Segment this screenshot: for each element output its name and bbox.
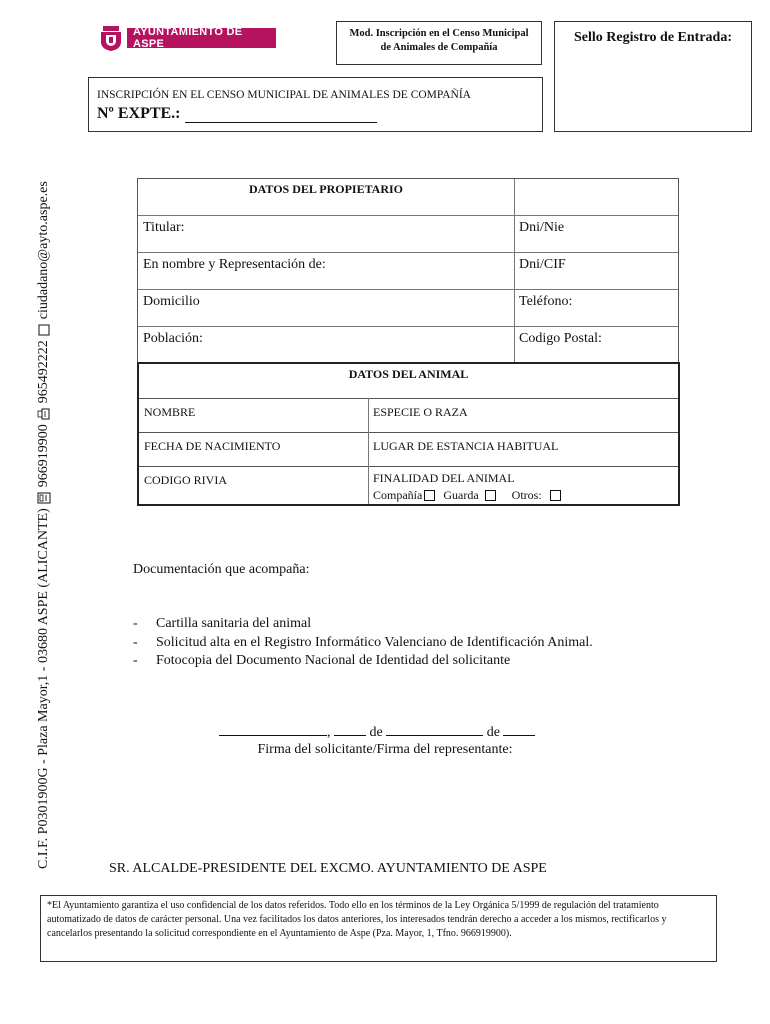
animal-row-nombre[interactable] (139, 398, 678, 433)
expte-label: Nº EXPTE.: (97, 105, 181, 122)
firma-text: Firma del solicitante/Firma del representante: (257, 742, 513, 757)
fax-icon (37, 407, 51, 421)
inscripcion-title: INSCRIPCIÓN EN EL CENSO MUNICIPAL DE ANIMALES DE COMPAÑÍA (97, 89, 471, 101)
finalidad-label: FINALIDAD DEL ANIMAL (373, 471, 515, 485)
animal-row-rivia[interactable] (139, 466, 678, 505)
sidebar-email: ciudadano@ayto.aspe.es (36, 181, 51, 320)
option-guarda-checkbox[interactable] (485, 490, 496, 501)
expte-row (97, 105, 542, 123)
finalidad-options (373, 487, 673, 504)
sello-registro-box[interactable] (554, 21, 752, 132)
sidebar-fax: 965492222 (36, 340, 51, 404)
date-de-2: de (486, 725, 500, 740)
dni-cif-label: Dni/CIF (519, 257, 566, 272)
mail-icon (37, 323, 51, 337)
list-item: - Fotocopia del Documento Nacional de Identidad del solicitante (133, 652, 593, 671)
dni-nie-label: Dni/Nie (519, 220, 565, 235)
footer-note: *El Ayuntamiento garantiza el uso confidencial de los datos referidos. Todo ello en los términos de la Ley Orgánica 5/1999 de regulación del tratamiento automatizado de datos de carácter personal. Una vez facilitados los datos anteriores, los interesados tendrán derecho a acceder a los mismos, rectificarlos y cancelarlos presentando la solicitud correspondiente en el Ayuntamiento de Aspe (Pza. Mayor, 1, Tfno. 966919900). (40, 895, 717, 962)
month-field[interactable] (386, 724, 483, 736)
day-field[interactable] (334, 724, 366, 736)
propietario-row-titular[interactable] (138, 215, 678, 253)
model-line-2: de Animales de Compañía (380, 42, 498, 53)
propietario-title: DATOS DEL PROPIETARIO (248, 182, 404, 196)
propietario-row-representacion[interactable] (138, 252, 678, 290)
sidebar-cif: C.I.F. P0301900G - Plaza Mayor,1 - 03680 ASPE (ALICANTE) (36, 508, 51, 869)
phone-icon (37, 491, 51, 505)
place-field[interactable] (219, 724, 327, 736)
list-item: - Cartilla sanitaria del animal (133, 615, 593, 634)
codigo-rivia-label: CODIGO RIVIA (144, 473, 227, 487)
propietario-table (137, 178, 679, 363)
option-compania-label: Compañía (373, 488, 423, 502)
domicilio-label: Domicilio (143, 294, 200, 309)
finalidad-cell (368, 467, 678, 505)
crest-icon (98, 24, 124, 52)
propietario-row-domicilio[interactable] (138, 289, 678, 327)
titular-label: Titular: (143, 220, 185, 235)
model-line-1: Mod. Inscripción en el Censo Municipal (349, 28, 529, 39)
representacion-label: En nombre y Representación de: (143, 257, 326, 272)
date-line: , de de (219, 724, 535, 741)
telefono-label: Teléfono: (519, 294, 573, 309)
propietario-row-poblacion[interactable] (138, 326, 678, 363)
lugar-estancia-label: LUGAR DE ESTANCIA HABITUAL (373, 439, 559, 453)
propietario-divider (514, 179, 515, 362)
propietario-header-row (138, 179, 678, 215)
animal-header-row (139, 364, 678, 398)
fecha-nacimiento-label: FECHA DE NACIMIENTO (144, 439, 281, 453)
option-guarda-label: Guarda (443, 488, 479, 502)
destinatario: SR. ALCALDE-PRESIDENTE DEL EXCMO. AYUNTAMIENTO DE ASPE (109, 861, 547, 876)
animal-table (137, 362, 680, 506)
year-field[interactable] (503, 724, 535, 736)
logo-text: AYUNTAMIENTO DE ASPE (127, 28, 276, 48)
expte-field[interactable] (185, 108, 377, 123)
inscripcion-box (88, 77, 543, 132)
option-otros-label: Otros: (511, 488, 542, 502)
option-compania-checkbox[interactable] (424, 490, 435, 501)
documentacion-list (133, 615, 593, 671)
animal-row-fecha[interactable] (139, 432, 678, 467)
firma-label (0, 742, 770, 758)
poblacion-label: Población: (143, 331, 203, 346)
nombre-label: NOMBRE (144, 405, 196, 419)
sidebar-contact (36, 169, 58, 869)
animal-divider (368, 398, 369, 504)
documentacion-title: Documentación que acompaña: (133, 562, 310, 577)
propietario-header-blank (514, 179, 678, 215)
date-de-1: de (369, 725, 383, 740)
animal-title: DATOS DEL ANIMAL (348, 367, 469, 381)
codigo-postal-label: Codigo Postal: (519, 331, 602, 346)
option-otros-checkbox[interactable] (550, 490, 561, 501)
especie-label: ESPECIE O RAZA (373, 405, 468, 419)
sidebar-phone: 966919900 (36, 424, 51, 488)
list-item: - Solicitud alta en el Registro Informático Valenciano de Identificación Animal. (133, 634, 593, 653)
model-box (336, 21, 542, 65)
sello-label: Sello Registro de Entrada: (573, 30, 732, 45)
ayuntamiento-logo (98, 24, 276, 52)
